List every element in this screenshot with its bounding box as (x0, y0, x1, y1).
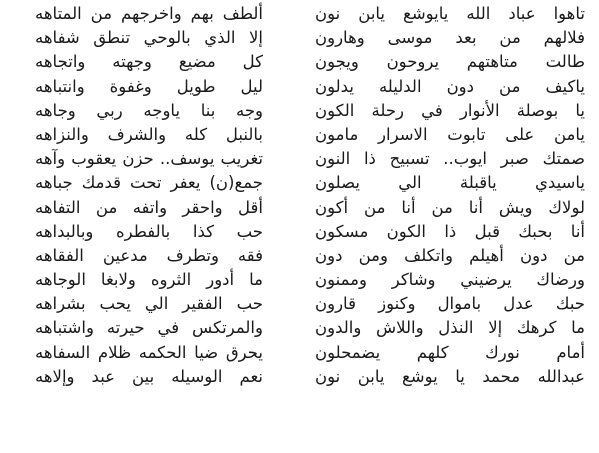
verse-line-right: لولاك ويش أنا من أنا من أكون (315, 197, 585, 217)
verse-line-left: ليل طويل وغفوة وانتباهه (35, 76, 263, 96)
poem-right-column (315, 2, 585, 389)
verse-line-right: صمتك صبر ايوب.. تسبيح ذا النون (315, 149, 585, 169)
verse-line-left: والمرتكس في حيرته واشتباهه (35, 318, 263, 338)
verse-line-left: حب الفقير الي يحب بشراهه (35, 294, 263, 314)
verse-line-left: وجه بنا ياوجه ربي وجاهه (35, 100, 263, 120)
poem-left-column (35, 2, 263, 389)
verse-line-left: تغريب يوسف.. حزن يعقوب وآهه (35, 149, 263, 169)
verse-line-right: ياكيف من دون الدليله يدلون (315, 76, 585, 96)
verse-line-left: بالنبل كله والشرف والنزاهه (35, 124, 263, 144)
verse-line-right: فلالهم من بعد موسى وهارون (315, 28, 585, 48)
verse-line-left: أقل واحقر واتفه من التفاهه (35, 197, 263, 217)
verse-line-right: يا بوصلة الأنوار في رحلة الكون (315, 100, 585, 120)
verse-line-left: إلا الذي بالوحي تنطق شفاهه (35, 28, 263, 48)
verse-line-right: يامن على تابوت الاسرار مامون (315, 124, 585, 144)
verse-line-left: ما أدور الثروه ولابغا الوجاهه (35, 270, 263, 290)
verse-line-left: فقه وتطرف مدعين الفقاهه (35, 245, 263, 265)
verse-line-right: من دون أهيلم واتكلف ومن دون (315, 245, 585, 265)
verse-line-right: أمام نورك كلهم يضمحلون (315, 342, 585, 362)
verse-line-right: ما كرهك إلا النذل واللاش والدون (315, 318, 585, 338)
verse-line-right: أنا بحبك قبل ذا الكون مسكون (315, 221, 585, 241)
verse-line-left: جمع(ن) يعفر تحت قدمك جباهه (35, 173, 263, 193)
verse-line-left: حب كذا بالفطره وبالبداهه (35, 221, 263, 241)
verse-line-right: عبدالله محمد يا يوشع يابن نون (315, 366, 585, 386)
verse-line-left: ألطف بهم واخرجهم من المتاهه (35, 4, 263, 23)
verse-line-right: ورضاك يرضيني وشاكر وممنون (315, 270, 585, 290)
verse-line-right: طالت متاهتهم يروحون ويجون (315, 52, 585, 72)
verse-line-left: نعم الوسيله بين عبد وإلاهه (35, 366, 263, 386)
verse-line-right: حبك عدل باموال وكنوز قارون (315, 294, 585, 314)
verse-line-left: كل مضيع وجهته واتجاهه (35, 52, 263, 72)
verse-line-right: ياسيدي ياقبلة الي يصلون (315, 173, 585, 193)
verse-line-right: تاهوا عباد الله يايوشع يابن نون (315, 4, 585, 23)
verse-line-left: يحرق ضيا الحكمه ظلام السفاهه (35, 342, 263, 362)
